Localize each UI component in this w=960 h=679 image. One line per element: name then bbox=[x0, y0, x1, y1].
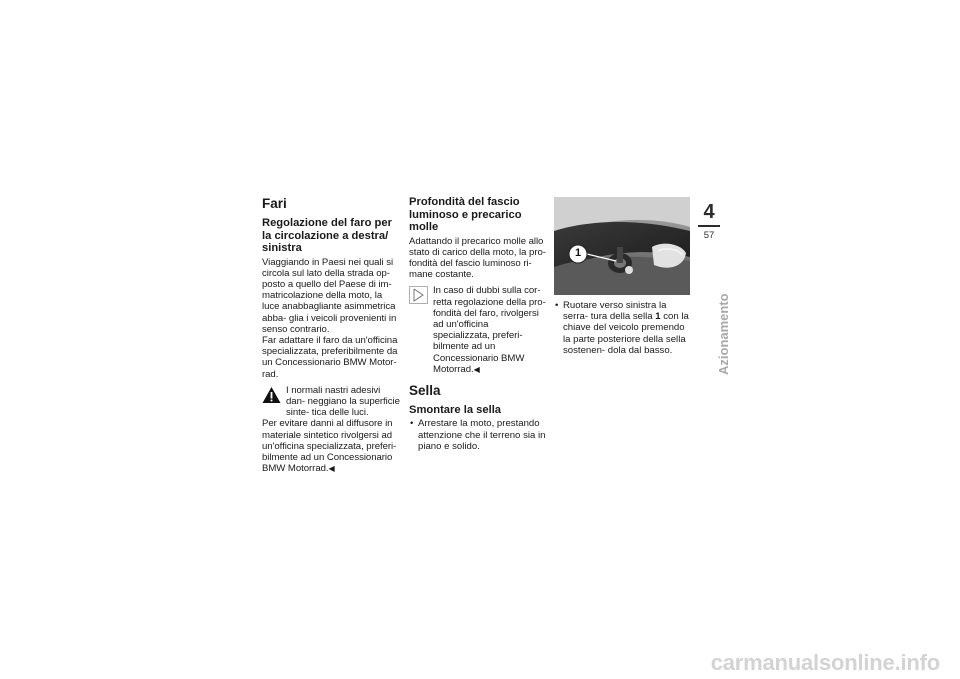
warning-continuation-text: Per evitare danni al diffusore in materiale sintetico rivolgersi ad un'officina specializzata, preferi- bilmente ad un Concessionario BMW Motorrad. bbox=[262, 418, 397, 475]
photo-callout-label: 1 bbox=[574, 247, 582, 259]
end-mark: ◀ bbox=[473, 364, 480, 374]
bullet-list-seat bbox=[409, 418, 547, 452]
section-title-fari: Fari bbox=[262, 196, 287, 211]
subtitle-headlight-adjustment: Regolazione del faro per la circolazione a destra/ sinistra bbox=[262, 217, 392, 254]
watermark: carmanualsonline.info bbox=[710, 650, 940, 675]
list-item bbox=[554, 300, 690, 356]
subtitle-beam-depth: Profondità del fascio luminoso e precarico molle bbox=[409, 196, 522, 233]
page-number: 57 bbox=[703, 230, 715, 241]
subtitle-remove-seat: Smontare la sella bbox=[409, 403, 502, 416]
bullet-text-pre: Ruotare verso sinistra la serra- tura della sella bbox=[563, 300, 667, 323]
chapter-title bbox=[700, 265, 731, 375]
chapter-number: 4 bbox=[703, 201, 715, 223]
warning-note bbox=[262, 385, 400, 419]
chapter-divider bbox=[698, 225, 720, 227]
paragraph-beam-depth: Adattando il precarico molle allo stato di carico della moto, la pro- fondità del fascio luminoso ri- mane costante. bbox=[409, 235, 546, 281]
callout-reference: 1 bbox=[655, 311, 661, 323]
paragraph-headlight-2: Far adattare il faro da un'officina specializzata, preferibilmente da un Concessionario BMW Motor- rad. bbox=[262, 334, 398, 380]
info-note-text-body: In caso di dubbi sulla cor- retta regolazione della pro- fondità del faro, rivolgersi ad un'officina specializzata, preferi- bilmente ad un Concessionario BMW Motorrad. bbox=[433, 285, 546, 375]
seat-lock-illustration bbox=[554, 197, 690, 295]
seat-lock-photo bbox=[554, 197, 690, 295]
info-note bbox=[409, 285, 547, 375]
paragraph-headlight-1: Viaggiando in Paesi nei quali si circola sul lato della strada op- posto a quello del Paese di im- matricolazione della moto, la luce anabbagliante asimmetrica abba- glia i veicoli provenienti in senso contrario. bbox=[262, 256, 397, 335]
warning-text: I normali nastri adesivi dan- neggiano la superficie sinte- tica delle luci. bbox=[286, 384, 400, 419]
end-mark: ◀ bbox=[328, 464, 335, 474]
bullet-text-post: con la chiave del veicolo premendo la parte posteriore della sella sostenen- dola dal basso. bbox=[563, 311, 689, 356]
warning-continuation bbox=[262, 418, 400, 474]
column-right bbox=[554, 197, 690, 356]
play-triangle-icon bbox=[409, 286, 428, 304]
column-left bbox=[262, 196, 400, 474]
bullet-list-seat-lock bbox=[554, 300, 690, 356]
section-title-sella: Sella bbox=[409, 382, 441, 398]
warning-triangle-icon bbox=[262, 386, 281, 404]
list-item: • Arrestare la moto, prestando attenzione che il terreno sia in piano e solido. bbox=[409, 418, 547, 452]
column-middle bbox=[409, 196, 547, 452]
info-note-text bbox=[433, 285, 547, 375]
chapter-title-text: Azionamento bbox=[716, 293, 731, 375]
chapter-marker bbox=[697, 201, 721, 241]
